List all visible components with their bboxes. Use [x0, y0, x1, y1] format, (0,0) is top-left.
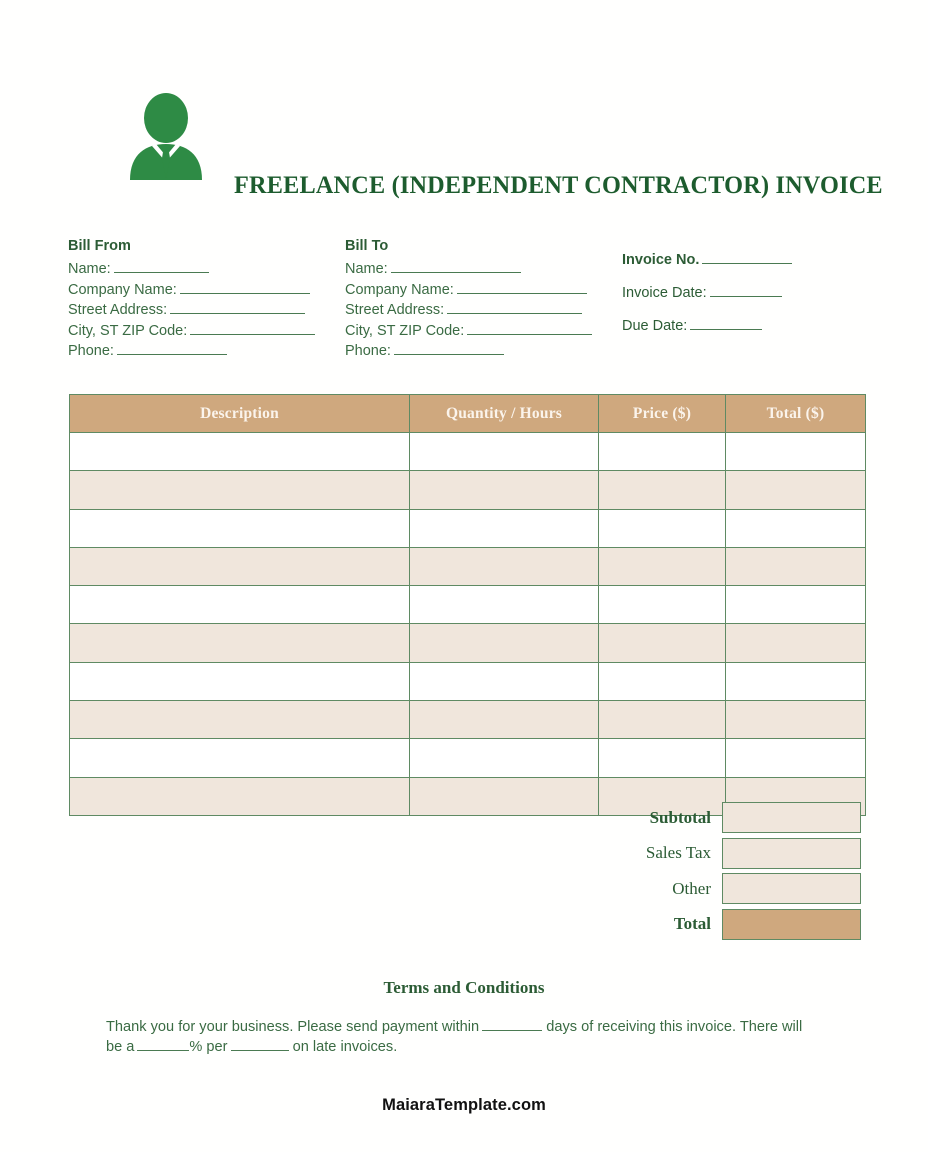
cell-price[interactable]: [599, 701, 726, 739]
footer-brand: MaiaraTemplate.com: [382, 1096, 546, 1114]
cell-total[interactable]: [726, 701, 866, 739]
terms-part-3: % per: [189, 1039, 228, 1055]
bill-to-city-field[interactable]: [345, 321, 592, 342]
bill-to-heading: Bill To: [345, 238, 389, 254]
bill-from-city-label: City, ST ZIP Code:: [68, 322, 188, 339]
totals-section: [560, 800, 861, 942]
bill-to-company-field[interactable]: [345, 280, 592, 301]
cell-price[interactable]: [599, 739, 726, 777]
bill-to-phone-input[interactable]: [394, 341, 504, 355]
cell-price[interactable]: [599, 471, 726, 509]
table-row[interactable]: [70, 739, 866, 777]
bill-from-company-field[interactable]: [68, 280, 315, 301]
total-label: Total: [673, 914, 711, 934]
cell-description[interactable]: [70, 624, 410, 662]
cell-description[interactable]: [70, 701, 410, 739]
terms-days-input[interactable]: [482, 1017, 542, 1031]
cell-quantity[interactable]: [410, 509, 599, 547]
table-row[interactable]: [70, 624, 866, 662]
cell-description[interactable]: [70, 471, 410, 509]
other-label: Other: [672, 878, 711, 898]
bill-from-name-label: Name:: [68, 261, 111, 277]
invoice-no-field[interactable]: [622, 244, 792, 277]
table-row[interactable]: [70, 586, 866, 624]
cell-total[interactable]: [726, 547, 866, 585]
cell-description[interactable]: [70, 433, 410, 471]
column-header-description: Description: [70, 395, 410, 433]
cell-description[interactable]: [70, 662, 410, 700]
bill-from-company-input[interactable]: [180, 280, 310, 294]
cell-total[interactable]: [726, 433, 866, 471]
terms-part-2: days of receiving this invoice. There will be a: [106, 1019, 803, 1055]
cell-quantity[interactable]: [410, 471, 599, 509]
bill-from-phone-field[interactable]: [68, 341, 315, 362]
cell-description[interactable]: [70, 777, 410, 815]
sales-tax-row: [560, 836, 861, 872]
bill-to-phone-field[interactable]: [345, 341, 592, 362]
bill-to-name-input[interactable]: [391, 259, 521, 273]
bill-to-block: [345, 238, 592, 362]
table-header-row: [70, 395, 866, 433]
invoice-no-input[interactable]: [702, 250, 792, 264]
bill-to-street-input[interactable]: [447, 300, 582, 314]
bill-from-city-field[interactable]: [68, 321, 315, 342]
terms-body: [106, 1017, 812, 1057]
table-row[interactable]: [70, 433, 866, 471]
due-date-field[interactable]: [622, 310, 792, 343]
bill-to-company-label: Company Name:: [345, 281, 454, 298]
terms-period-input[interactable]: [231, 1037, 289, 1051]
bill-from-company-label: Company Name:: [68, 281, 177, 298]
bill-from-name-field[interactable]: [68, 259, 315, 280]
column-header-quantity: Quantity / Hours: [410, 395, 599, 433]
cell-price[interactable]: [599, 509, 726, 547]
bill-to-city-label: City, ST ZIP Code:: [345, 322, 465, 339]
cell-price[interactable]: [599, 433, 726, 471]
invoice-date-input[interactable]: [710, 283, 782, 297]
businessman-avatar-icon: [120, 92, 212, 180]
other-row: [560, 871, 861, 907]
column-header-price: Price ($): [599, 395, 726, 433]
bill-from-street-label: Street Address:: [68, 302, 168, 318]
cell-price[interactable]: [599, 586, 726, 624]
subtotal-row: [560, 800, 861, 836]
invoice-date-label: Invoice Date:: [622, 285, 707, 301]
sales-tax-value[interactable]: [722, 838, 861, 869]
table-row[interactable]: [70, 701, 866, 739]
column-header-total: Total ($): [726, 395, 866, 433]
bill-from-street-field[interactable]: [68, 300, 315, 321]
bill-to-street-label: Street Address:: [345, 302, 445, 318]
bill-to-street-field[interactable]: [345, 300, 592, 321]
cell-total[interactable]: [726, 586, 866, 624]
cell-price[interactable]: [599, 662, 726, 700]
table-row[interactable]: [70, 471, 866, 509]
cell-quantity[interactable]: [410, 739, 599, 777]
sales-tax-label: Sales Tax: [645, 843, 711, 863]
line-items-table: [69, 394, 866, 816]
cell-total[interactable]: [726, 471, 866, 509]
table-row[interactable]: [70, 662, 866, 700]
cell-quantity[interactable]: [410, 662, 599, 700]
table-row[interactable]: [70, 547, 866, 585]
bill-from-phone-input[interactable]: [117, 341, 227, 355]
cell-quantity[interactable]: [410, 433, 599, 471]
bill-from-street-input[interactable]: [170, 300, 305, 314]
invoice-date-field[interactable]: [622, 277, 792, 310]
bill-to-name-field[interactable]: [345, 259, 592, 280]
cell-price[interactable]: [599, 547, 726, 585]
bill-from-name-input[interactable]: [114, 259, 209, 273]
bill-to-company-input[interactable]: [457, 280, 587, 294]
bill-to-phone-label: Phone:: [345, 343, 391, 359]
terms-part-1: Thank you for your business. Please send payment within: [106, 1019, 480, 1035]
cell-total[interactable]: [726, 509, 866, 547]
cell-quantity[interactable]: [410, 701, 599, 739]
cell-quantity[interactable]: [410, 547, 599, 585]
cell-total[interactable]: [726, 624, 866, 662]
terms-section: [0, 978, 928, 1055]
due-date-label: Due Date:: [622, 318, 688, 334]
table-header: [70, 395, 866, 433]
cell-total[interactable]: [726, 739, 866, 777]
table-body: [70, 433, 866, 816]
cell-description[interactable]: [70, 739, 410, 777]
bill-to-name-label: Name:: [345, 261, 388, 277]
parties-section: [0, 238, 928, 363]
due-date-input[interactable]: [690, 316, 762, 330]
subtotal-label: Subtotal: [649, 807, 711, 827]
document-header: [120, 92, 883, 212]
bill-from-phone-label: Phone:: [68, 343, 114, 359]
bill-from-block: [68, 238, 315, 362]
terms-percent-input[interactable]: [137, 1037, 189, 1051]
terms-part-4: on late invoices.: [292, 1039, 398, 1055]
invoice-meta-block: [622, 244, 792, 343]
cell-description[interactable]: [70, 547, 410, 585]
subtotal-value[interactable]: [722, 802, 861, 833]
cell-price[interactable]: [599, 624, 726, 662]
cell-total[interactable]: [726, 662, 866, 700]
table-row[interactable]: [70, 509, 866, 547]
terms-title: Terms and Conditions: [383, 978, 545, 997]
bill-from-heading: Bill From: [68, 238, 131, 254]
total-value[interactable]: [722, 909, 861, 940]
bill-to-city-input[interactable]: [467, 321, 592, 335]
total-row: [560, 907, 861, 943]
cell-description[interactable]: [70, 586, 410, 624]
invoice-no-label: Invoice No.: [622, 252, 700, 268]
cell-description[interactable]: [70, 509, 410, 547]
cell-quantity[interactable]: [410, 586, 599, 624]
other-value[interactable]: [722, 873, 861, 904]
page-title: FREELANCE (INDEPENDENT CONTRACTOR) INVOICE: [234, 172, 883, 199]
bill-from-city-input[interactable]: [190, 321, 315, 335]
cell-quantity[interactable]: [410, 624, 599, 662]
